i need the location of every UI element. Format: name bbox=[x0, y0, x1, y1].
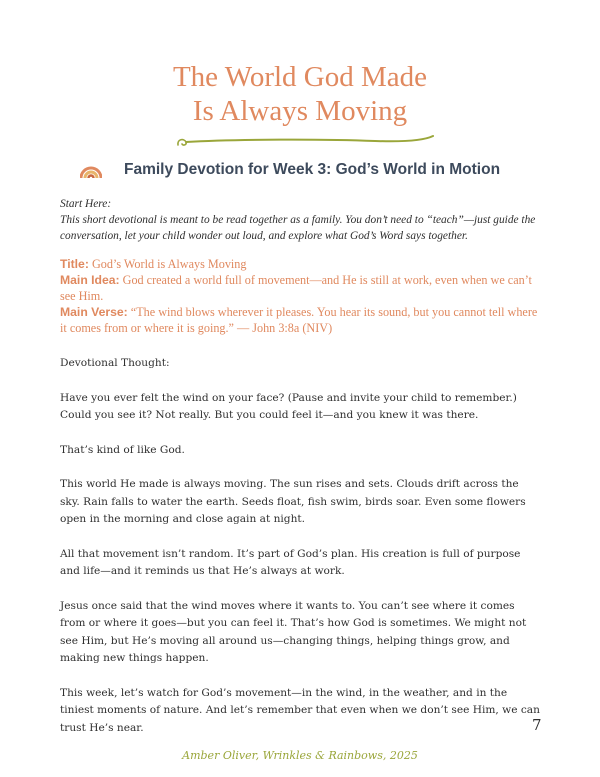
page-title bbox=[0, 60, 600, 128]
devotional-paragraph: All that movement isn’t random. It’s part of God’s plan. His creation is full of purpose and life—and it reminds us that He’s always at work. bbox=[60, 547, 521, 577]
title-line-2: Is Always Moving bbox=[192, 95, 408, 127]
devotional-paragraph: This world He made is always moving. The sun rises and sets. Clouds drift across the sky. Rain falls to water the earth. Seeds float, fish swim, birds soar. Even some flowers open in the morning and close again at night. bbox=[60, 478, 526, 525]
info-main-verse bbox=[60, 304, 540, 336]
devotional-paragraph: That’s kind of like God. bbox=[60, 443, 185, 456]
start-here-label: Start Here: bbox=[60, 198, 112, 210]
title-label: Title: bbox=[60, 257, 89, 271]
main-idea-label: Main Idea: bbox=[60, 273, 120, 287]
start-here-section bbox=[60, 196, 550, 244]
subheading-text: Family Devotion for Week 3: God’s World in Motion bbox=[124, 161, 501, 178]
devotion-subheading bbox=[80, 158, 540, 182]
main-verse-value: “The wind blows wherever it pleases. You hear its sound, but you cannot tell where it comes from or where it is going.” — John 3:8a (NIV) bbox=[60, 305, 538, 335]
info-title bbox=[60, 256, 540, 272]
devotional-heading: Devotional Thought: bbox=[60, 357, 170, 369]
footer-credit: Amber Oliver, Wrinkles & Rainbows, 2025 bbox=[182, 749, 418, 762]
info-main-idea bbox=[60, 272, 540, 304]
main-idea-value: God created a world full of movement—and He is still at work, even when we can’t see Him. bbox=[60, 273, 532, 303]
main-verse-label: Main Verse: bbox=[60, 305, 128, 319]
flourish-divider-icon bbox=[175, 133, 437, 149]
start-here-text: This short devotional is meant to be read together as a family. You don’t need to “teach”—just guide the conversation, let your child wonder out loud, and explore what God’s Word says together. bbox=[60, 214, 536, 242]
devotional-thought bbox=[60, 355, 540, 754]
devotional-paragraph: This week, let’s watch for God’s movement—in the wind, in the weather, and in the tiniest moments of nature. And let’s remember that even when we don’t see Him, we can trust He’s near. bbox=[60, 686, 540, 734]
rainbow-icon bbox=[80, 162, 102, 178]
devotional-paragraph: Have you ever felt the wind on your face? (Pause and invite your child to remember.) Could you see it? Not really. But you could feel it—and you knew it was there. bbox=[60, 391, 517, 421]
devotional-paragraph: Jesus once said that the wind moves where it wants to. You can’t see where it comes from or where it goes—but you can feel it. That’s how God is sometimes. We might not see Him, but He’s moving all around us—changing things, helping things grow, and making new things happen. bbox=[60, 599, 527, 664]
page-number: 7 bbox=[532, 716, 542, 734]
title-line-1: The World God Made bbox=[172, 61, 428, 93]
devotion-info bbox=[60, 256, 540, 336]
title-value: God’s World is Always Moving bbox=[91, 257, 247, 271]
